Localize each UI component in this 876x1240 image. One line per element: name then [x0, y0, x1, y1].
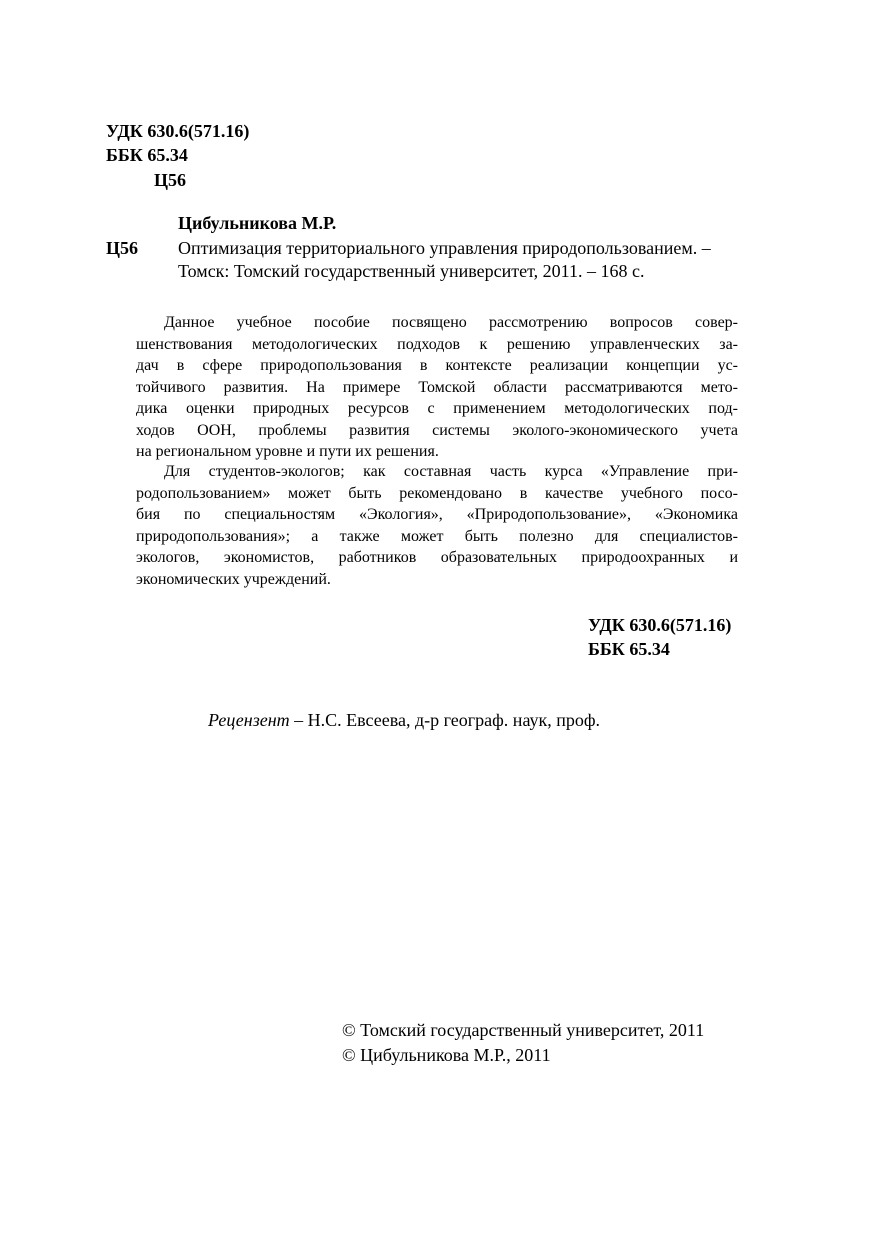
abstract-line: дач в сфере природопользования в контексте реализации концепции ус- [136, 357, 738, 374]
abstract-paragraph-2 [136, 461, 738, 590]
abstract-line: родопользованием» может быть рекомендовано в качестве учебного посо- [136, 484, 738, 502]
udk-code-bottom: УДК 630.6(571.16) [588, 615, 732, 635]
abstract-line: экономических учреждений. [136, 570, 331, 588]
abstract-line: дика оценки природных ресурсов с применением методологических под- [136, 400, 738, 417]
abstract-line: ходов ООН, проблемы развития системы эколого-экономического учета [136, 421, 738, 439]
abstract-paragraph-1 [136, 312, 738, 463]
abstract-line: на региональном уровне и пути их решения. [136, 443, 439, 460]
abstract-line: природопользования»; а также может быть полезно для специалистов- [136, 527, 738, 545]
copyright-university: © Томский государственный университет, 2011 [342, 1020, 705, 1040]
udk-code-top: УДК 630.6(571.16) [106, 121, 250, 141]
book-title-line-2: Томск: Томский государственный университет, 2011. – 168 с. [178, 261, 645, 281]
book-title-line-1: Оптимизация территориального управления природопользованием. – [178, 238, 711, 258]
bbk-code-top: ББК 65.34 [106, 145, 188, 165]
abstract-line: бия по специальностям «Экология», «Природопользование», «Экономика [136, 506, 738, 523]
copyright-author: © Цибульникова М.Р., 2011 [342, 1045, 551, 1065]
author-name: Цибульникова М.Р. [178, 213, 337, 233]
author-mark-top: Ц56 [154, 170, 187, 190]
reviewer-line [208, 710, 600, 731]
abstract-line: тойчивого развития. На примере Томской области рассматриваются мето- [136, 378, 738, 396]
abstract-line: Для студентов-экологов; как составная часть курса «Управление при- [164, 463, 738, 480]
bbk-code-bottom: ББК 65.34 [588, 639, 670, 659]
abstract-line: экологов, экономистов, работников образовательных природоохранных и [136, 549, 738, 566]
abstract-line: Данное учебное пособие посвящено рассмотрению вопросов совер- [164, 314, 738, 331]
reviewer-text: – Н.С. Евсеева, д-р географ. наук, проф. [289, 710, 601, 730]
author-mark: Ц56 [106, 238, 139, 258]
reviewer-label: Рецензент [208, 710, 290, 730]
abstract-line: шенствования методологических подходов к решению управленческих за- [136, 335, 738, 353]
